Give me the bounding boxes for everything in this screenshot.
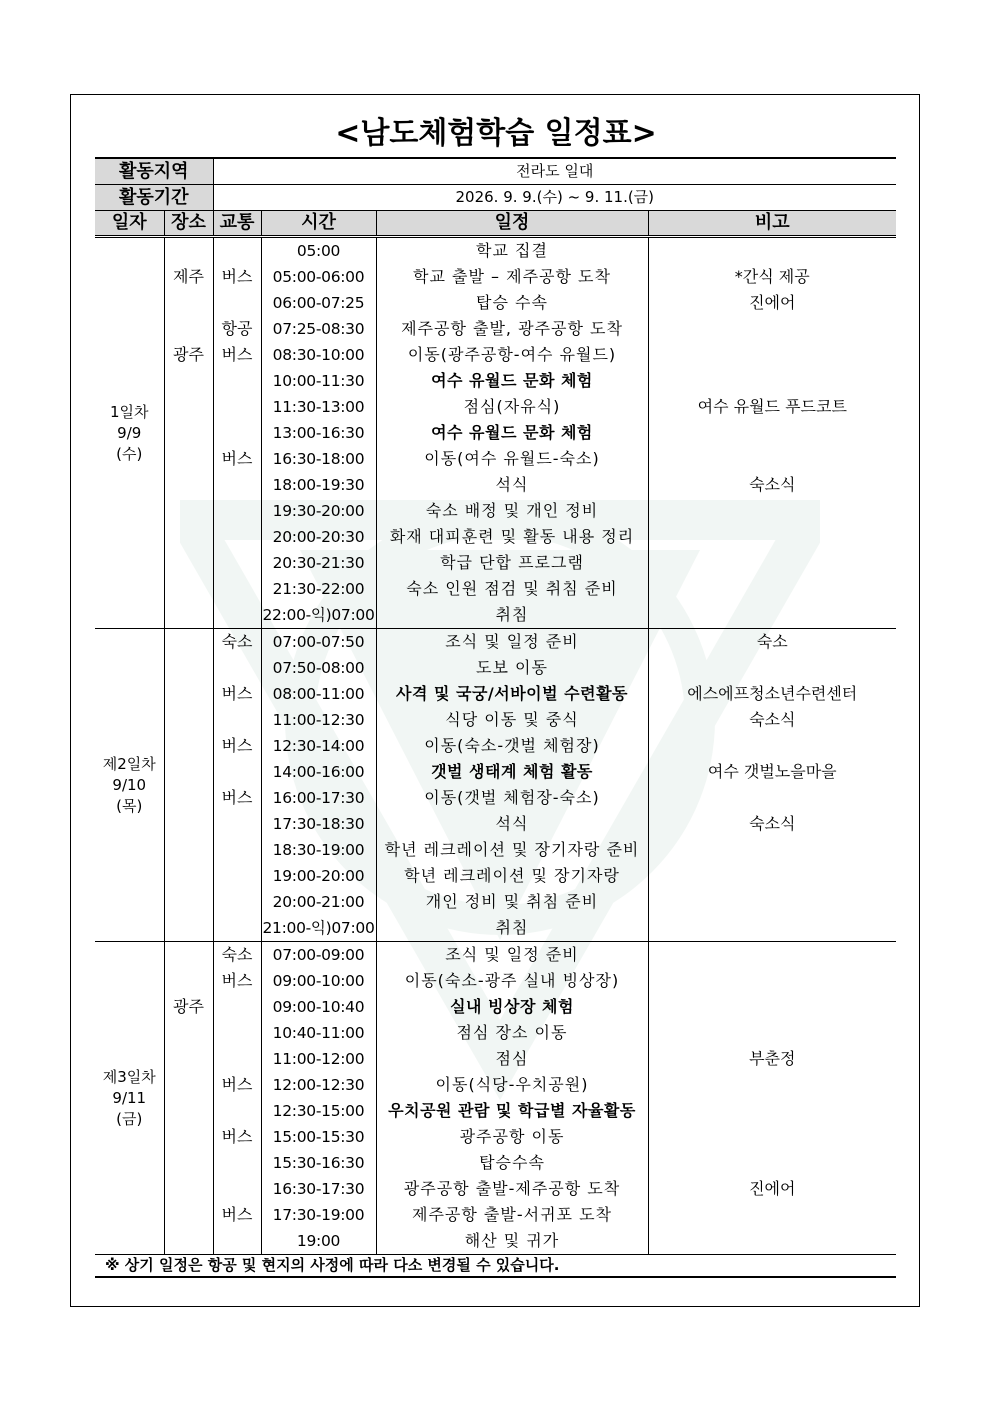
transport-cell [213, 994, 261, 1020]
time-cell: 07:25-08:30 [261, 316, 376, 342]
schedule-row [95, 1098, 896, 1124]
schedule-row [95, 498, 896, 524]
schedule-row [95, 733, 896, 759]
time-cell: 19:00-20:00 [261, 863, 376, 889]
place-cell [164, 524, 213, 550]
schedule-row [95, 968, 896, 994]
activity-cell: 조식 및 일정 준비 [376, 942, 648, 969]
schedule-row [95, 472, 896, 498]
note-cell [648, 576, 896, 602]
place-cell [164, 368, 213, 394]
place-cell [164, 785, 213, 811]
schedule-row [95, 394, 896, 420]
day-label: 제2일차 9/10 (목) [95, 629, 164, 942]
note-cell [648, 368, 896, 394]
note-cell: 여수 갯벌노을마을 [648, 759, 896, 785]
place-cell [164, 733, 213, 759]
period-label: 활동기간 [95, 185, 213, 211]
note-cell [648, 420, 896, 446]
note-cell: 에스에프청소년수련센터 [648, 681, 896, 707]
schedule-row [95, 1202, 896, 1228]
note-cell: 숙소식 [648, 472, 896, 498]
place-cell [164, 889, 213, 915]
time-cell: 19:30-20:00 [261, 498, 376, 524]
transport-cell [213, 759, 261, 785]
time-cell: 18:30-19:00 [261, 837, 376, 863]
schedule-row [95, 316, 896, 342]
place-cell [164, 446, 213, 472]
activity-cell: 점심 장소 이동 [376, 1020, 648, 1046]
time-cell: 08:30-10:00 [261, 342, 376, 368]
place-cell [164, 863, 213, 889]
activity-cell: 우치공원 관람 및 학급별 자율활동 [376, 1098, 648, 1124]
note-cell [648, 524, 896, 550]
time-cell: 17:30-18:30 [261, 811, 376, 837]
transport-cell [213, 1046, 261, 1072]
schedule-row [95, 707, 896, 733]
time-cell: 14:00-16:00 [261, 759, 376, 785]
schedule-row [95, 629, 896, 656]
schedule-row [95, 655, 896, 681]
activity-cell: 이동(숙소-갯벌 체험장) [376, 733, 648, 759]
schedule-row [95, 811, 896, 837]
activity-cell: 광주공항 이동 [376, 1124, 648, 1150]
time-cell: 19:00 [261, 1228, 376, 1255]
schedule-row [95, 915, 896, 942]
time-cell: 07:50-08:00 [261, 655, 376, 681]
note-cell [648, 837, 896, 863]
place-cell [164, 602, 213, 629]
note-cell [648, 1124, 896, 1150]
place-cell [164, 915, 213, 942]
period-value: 2026. 9. 9.(수) ~ 9. 11.(금) [213, 185, 896, 211]
schedule-row [95, 681, 896, 707]
note-cell: 숙소식 [648, 707, 896, 733]
time-cell: 16:30-17:30 [261, 1176, 376, 1202]
note-cell [648, 602, 896, 629]
note-cell [648, 968, 896, 994]
place-cell [164, 472, 213, 498]
place-cell [164, 707, 213, 733]
place-cell [164, 1072, 213, 1098]
transport-cell [213, 576, 261, 602]
time-cell: 11:00-12:30 [261, 707, 376, 733]
period-row [95, 185, 896, 211]
note-cell: 여수 유월드 푸드코트 [648, 394, 896, 420]
note-cell [648, 785, 896, 811]
time-cell: 21:30-22:00 [261, 576, 376, 602]
time-cell: 09:00-10:40 [261, 994, 376, 1020]
note-cell [648, 342, 896, 368]
transport-cell [213, 1150, 261, 1176]
activity-cell: 학년 레크레이션 및 장기자랑 준비 [376, 837, 648, 863]
time-cell: 15:00-15:30 [261, 1124, 376, 1150]
activity-cell: 이동(식당-우치공원) [376, 1072, 648, 1098]
activity-cell: 갯벌 생태계 체험 활동 [376, 759, 648, 785]
time-cell: 17:30-19:00 [261, 1202, 376, 1228]
schedule-row [95, 446, 896, 472]
transport-cell [213, 655, 261, 681]
note-cell [648, 733, 896, 759]
activity-cell: 숙소 인원 점검 및 취침 준비 [376, 576, 648, 602]
transport-cell [213, 290, 261, 316]
time-cell: 05:00 [261, 237, 376, 265]
place-cell [164, 576, 213, 602]
page-title: <남도체험학습 일정표> [335, 116, 657, 151]
place-cell [164, 550, 213, 576]
time-cell: 07:00-09:00 [261, 942, 376, 969]
note-cell: 진에어 [648, 290, 896, 316]
transport-cell: 버스 [213, 681, 261, 707]
place-cell [164, 237, 213, 265]
note-cell [648, 1150, 896, 1176]
transport-cell [213, 498, 261, 524]
time-cell: 20:30-21:30 [261, 550, 376, 576]
time-cell: 07:00-07:50 [261, 629, 376, 656]
schedule-row [95, 1150, 896, 1176]
activity-cell: 학교 집결 [376, 237, 648, 265]
activity-cell: 여수 유월드 문화 체험 [376, 368, 648, 394]
time-cell: 21:00-익)07:00 [261, 915, 376, 942]
transport-cell [213, 472, 261, 498]
time-cell: 12:30-15:00 [261, 1098, 376, 1124]
schedule-row [95, 602, 896, 629]
place-cell [164, 1176, 213, 1202]
transport-cell: 버스 [213, 785, 261, 811]
note-cell: 숙소식 [648, 811, 896, 837]
activity-cell: 이동(숙소-광주 실내 빙상장) [376, 968, 648, 994]
transport-cell [213, 707, 261, 733]
place-cell [164, 837, 213, 863]
activity-cell: 점심 [376, 1046, 648, 1072]
time-cell: 18:00-19:30 [261, 472, 376, 498]
note-cell [648, 655, 896, 681]
activity-cell: 점심(자유식) [376, 394, 648, 420]
transport-cell: 버스 [213, 446, 261, 472]
schedule-row [95, 264, 896, 290]
header-schedule: 일정 [376, 211, 648, 237]
activity-cell: 탑승 수속 [376, 290, 648, 316]
transport-cell [213, 1228, 261, 1255]
place-cell [164, 1098, 213, 1124]
note-cell [648, 994, 896, 1020]
transport-cell: 버스 [213, 733, 261, 759]
transport-cell [213, 368, 261, 394]
place-cell [164, 1202, 213, 1228]
transport-cell [213, 1176, 261, 1202]
time-cell: 09:00-10:00 [261, 968, 376, 994]
transport-cell: 버스 [213, 968, 261, 994]
transport-cell: 버스 [213, 342, 261, 368]
header-transport: 교통 [213, 211, 261, 237]
activity-cell: 광주공항 출발-제주공항 도착 [376, 1176, 648, 1202]
note-cell [648, 915, 896, 942]
note-cell [648, 1020, 896, 1046]
activity-cell: 탑승수속 [376, 1150, 648, 1176]
schedule-table [95, 157, 896, 1278]
transport-cell [213, 811, 261, 837]
time-cell: 13:00-16:30 [261, 420, 376, 446]
note-cell [648, 498, 896, 524]
note-cell [648, 1228, 896, 1255]
activity-cell: 석식 [376, 472, 648, 498]
schedule-row [95, 759, 896, 785]
time-cell: 10:00-11:30 [261, 368, 376, 394]
note-cell [648, 237, 896, 265]
schedule-row [95, 1046, 896, 1072]
time-cell: 11:00-12:00 [261, 1046, 376, 1072]
place-cell: 광주 [164, 994, 213, 1020]
schedule-row [95, 550, 896, 576]
schedule-row [95, 863, 896, 889]
place-cell [164, 942, 213, 969]
transport-cell: 버스 [213, 264, 261, 290]
time-cell: 12:30-14:00 [261, 733, 376, 759]
activity-cell: 제주공항 출발-서귀포 도착 [376, 1202, 648, 1228]
transport-cell [213, 889, 261, 915]
schedule-row [95, 1176, 896, 1202]
schedule-row [95, 420, 896, 446]
note-cell [648, 942, 896, 969]
place-cell [164, 316, 213, 342]
transport-cell: 버스 [213, 1072, 261, 1098]
header-place: 장소 [164, 211, 213, 237]
activity-cell: 해산 및 귀가 [376, 1228, 648, 1255]
schedule-row [95, 1124, 896, 1150]
activity-cell: 개인 정비 및 취침 준비 [376, 889, 648, 915]
place-cell [164, 1228, 213, 1255]
header-time: 시간 [261, 211, 376, 237]
note-cell [648, 1072, 896, 1098]
activity-cell: 사격 및 국궁/서바이벌 수련활동 [376, 681, 648, 707]
activity-cell: 이동(여수 유월드-숙소) [376, 446, 648, 472]
day-label: 1일차 9/9 (수) [95, 237, 164, 629]
region-label: 활동지역 [95, 158, 213, 185]
transport-cell [213, 420, 261, 446]
schedule-row [95, 1072, 896, 1098]
schedule-row [95, 368, 896, 394]
activity-cell: 화재 대피훈련 및 활동 내용 정리 [376, 524, 648, 550]
place-cell [164, 290, 213, 316]
time-cell: 08:00-11:00 [261, 681, 376, 707]
transport-cell [213, 394, 261, 420]
transport-cell: 항공 [213, 316, 261, 342]
transport-cell [213, 1098, 261, 1124]
activity-cell: 숙소 배정 및 개인 정비 [376, 498, 648, 524]
time-cell: 20:00-21:00 [261, 889, 376, 915]
activity-cell: 석식 [376, 811, 648, 837]
transport-cell [213, 837, 261, 863]
schedule-row [95, 237, 896, 265]
place-cell [164, 1046, 213, 1072]
header-note: 비고 [648, 211, 896, 237]
note-cell [648, 1202, 896, 1228]
place-cell [164, 811, 213, 837]
time-cell: 10:40-11:00 [261, 1020, 376, 1046]
schedule-row [95, 785, 896, 811]
place-cell [164, 1020, 213, 1046]
activity-cell: 취침 [376, 602, 648, 629]
transport-cell: 숙소 [213, 629, 261, 656]
place-cell [164, 655, 213, 681]
footnote: ※ 상기 일정은 항공 및 현지의 사정에 따라 다소 변경될 수 있습니다. [95, 1255, 896, 1278]
note-cell [648, 550, 896, 576]
footnote-row [95, 1255, 896, 1278]
schedule-row [95, 942, 896, 969]
time-cell: 16:00-17:30 [261, 785, 376, 811]
schedule-row [95, 889, 896, 915]
schedule-row [95, 837, 896, 863]
schedule-row [95, 342, 896, 368]
time-cell: 05:00-06:00 [261, 264, 376, 290]
region-row [95, 158, 896, 185]
activity-cell: 제주공항 출발, 광주공항 도착 [376, 316, 648, 342]
activity-cell: 식당 이동 및 중식 [376, 707, 648, 733]
activity-cell: 취침 [376, 915, 648, 942]
activity-cell: 이동(광주공항-여수 유월드) [376, 342, 648, 368]
place-cell [164, 968, 213, 994]
place-cell [164, 681, 213, 707]
transport-cell [213, 237, 261, 265]
schedule-row [95, 994, 896, 1020]
transport-cell: 버스 [213, 1202, 261, 1228]
place-cell [164, 394, 213, 420]
header-row [95, 211, 896, 237]
place-cell [164, 498, 213, 524]
transport-cell [213, 602, 261, 629]
transport-cell: 버스 [213, 1124, 261, 1150]
place-cell [164, 629, 213, 656]
note-cell [648, 889, 896, 915]
day-label: 제3일차 9/11 (금) [95, 942, 164, 1255]
schedule-row [95, 524, 896, 550]
transport-cell: 숙소 [213, 942, 261, 969]
transport-cell [213, 1020, 261, 1046]
header-date: 일자 [95, 211, 164, 237]
time-cell: 22:00-익)07:00 [261, 602, 376, 629]
schedule-row [95, 290, 896, 316]
time-cell: 16:30-18:00 [261, 446, 376, 472]
schedule-row [95, 1228, 896, 1255]
note-cell [648, 863, 896, 889]
transport-cell [213, 863, 261, 889]
region-value: 전라도 일대 [213, 158, 896, 185]
place-cell: 광주 [164, 342, 213, 368]
activity-cell: 학급 단합 프로그램 [376, 550, 648, 576]
transport-cell [213, 524, 261, 550]
place-cell [164, 420, 213, 446]
transport-cell [213, 915, 261, 942]
time-cell: 12:00-12:30 [261, 1072, 376, 1098]
time-cell: 20:00-20:30 [261, 524, 376, 550]
schedule-row [95, 576, 896, 602]
place-cell [164, 759, 213, 785]
activity-cell: 학년 레크레이션 및 장기자랑 [376, 863, 648, 889]
place-cell [164, 1124, 213, 1150]
time-cell: 15:30-16:30 [261, 1150, 376, 1176]
activity-cell: 조식 및 일정 준비 [376, 629, 648, 656]
activity-cell: 학교 출발 – 제주공항 도착 [376, 264, 648, 290]
place-cell: 제주 [164, 264, 213, 290]
activity-cell: 이동(갯벌 체험장-숙소) [376, 785, 648, 811]
schedule-row [95, 1020, 896, 1046]
note-cell: 숙소 [648, 629, 896, 656]
note-cell: 부춘정 [648, 1046, 896, 1072]
note-cell [648, 446, 896, 472]
note-cell: 진에어 [648, 1176, 896, 1202]
activity-cell: 도보 이동 [376, 655, 648, 681]
time-cell: 11:30-13:00 [261, 394, 376, 420]
note-cell: *간식 제공 [648, 264, 896, 290]
activity-cell: 실내 빙상장 체험 [376, 994, 648, 1020]
activity-cell: 여수 유월드 문화 체험 [376, 420, 648, 446]
note-cell [648, 1098, 896, 1124]
place-cell [164, 1150, 213, 1176]
time-cell: 06:00-07:25 [261, 290, 376, 316]
transport-cell [213, 550, 261, 576]
note-cell [648, 316, 896, 342]
